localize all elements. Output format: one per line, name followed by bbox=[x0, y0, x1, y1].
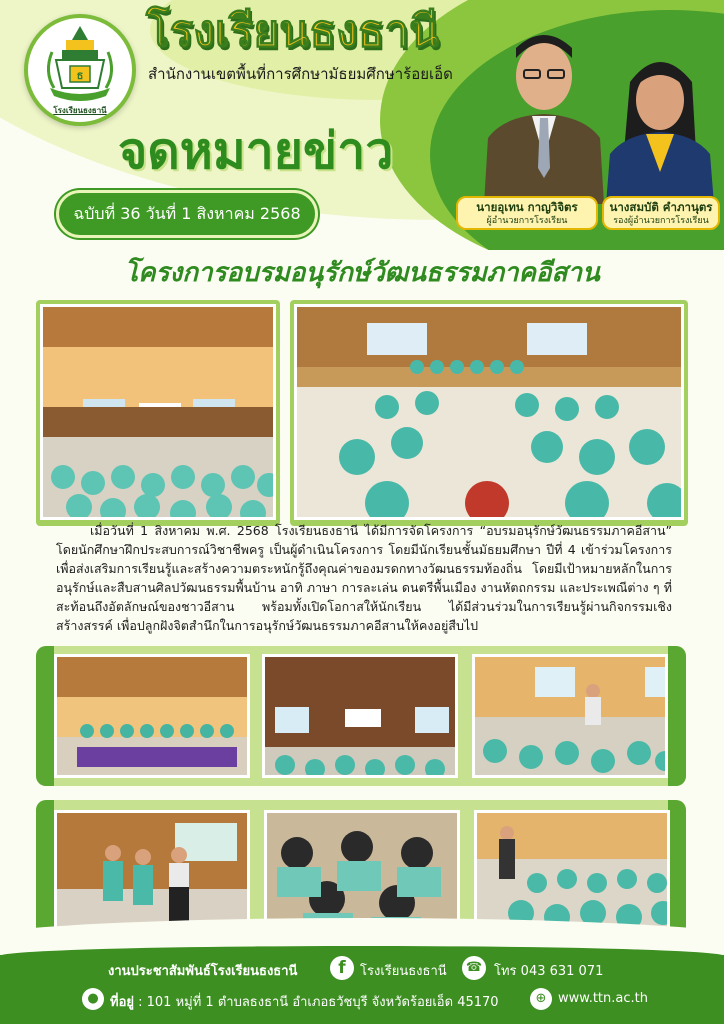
facebook-icon[interactable]: f bbox=[330, 956, 354, 980]
footer-facebook[interactable]: โรงเรียนธงธานี bbox=[360, 964, 447, 979]
headline: โครงการอบรมอนุรักษ์วัฒนธรรมภาคอีสาน bbox=[124, 258, 600, 288]
article-body: เมื่อวันที่ 1 สิงหาคม พ.ศ. 2568 โรงเรียนธงธานี ได้มีการจัดโครงการ “อบรมอนุรักษ์วัฒนธรรมภาคอีสาน” โดยนักศึกษาฝึกประสบการณ์วิชาชีพครู เป็นผู้ดำเนินโครงการ โดยมีนักเรียนชั้นมัธยมศึกษา ปีที่ 4 เข้าร่วมโครงการ เพื่อส่งเสริมการเรียนรู้และสร้างความตระหนักรู้ถึงคุณค่าของมรดกทางวัฒนธรรมท้องถิ่น โดยมีเป้าหมายหลักในการอนุรักษ์และสืบสานศิลปวัฒนธรรมพื้นบ้าน อาทิ ภาษา การละเล่น ดนตรีพื้นเมือง งานหัตถกรรม และประเพณีต่าง ๆ ที่สะท้อนถึงอัตลักษณ์ของชาวอีสาน พร้อมทั้งเปิดโอกาสให้นักเรียน ได้มีส่วนร่วมในการเรียนรู้ผ่านกิจกรรมเชิงสร้างสรรค์ เพื่อปลูกฝังจิตสำนึกในการอนุรักษ์วัฒนธรรมภาคอีสานให้คงอยู่สืบไป bbox=[56, 523, 672, 633]
director-name: นายอุเทน กาญวิจิตร bbox=[476, 200, 578, 214]
footer-pr-unit: งานประชาสัมพันธ์โรงเรียนธงธานี bbox=[108, 964, 298, 979]
address-text: : 101 หมู่ที่ 1 ตำบลธงธานี อำเภอธวัชบุรี จังหวัดร้อยเอ็ด 45170 bbox=[134, 995, 499, 1010]
school-name: โรงเรียนธงธานี bbox=[146, 6, 440, 57]
logo-caption: โรงเรียนธงธานี bbox=[53, 106, 107, 115]
photo-group-standing bbox=[54, 654, 250, 778]
footer-address bbox=[110, 991, 499, 1012]
globe-icon: ⊕ bbox=[530, 988, 552, 1010]
deputy-role: รองผู้อำนวยการโรงเรียน bbox=[613, 216, 709, 226]
photo-speaker bbox=[472, 654, 668, 778]
newsletter-title: จดหมายข่าว bbox=[118, 122, 394, 180]
photo-activity-floor bbox=[474, 810, 670, 934]
deputy-name: นางสมบัติ คำภานุตร bbox=[609, 200, 713, 214]
footer-phone: โทร 043 631 071 bbox=[494, 964, 604, 979]
deputy-nameplate bbox=[602, 196, 720, 230]
photo-students-seated bbox=[294, 304, 684, 520]
education-office: สำนักงานเขตพื้นที่การศึกษามัธยมศึกษาร้อยเอ็ด bbox=[148, 65, 453, 83]
phone-icon: ☎ bbox=[462, 956, 486, 980]
director-photo bbox=[474, 18, 614, 204]
photo-hall-wide bbox=[40, 304, 276, 520]
address-label: ที่อยู่ bbox=[110, 995, 134, 1010]
photo-students-closeup bbox=[264, 810, 460, 934]
svg-text:ธ: ธ bbox=[76, 69, 84, 82]
director-nameplate bbox=[456, 196, 598, 230]
issue-badge: ฉบับที่ 36 วันที่ 1 สิงหาคม 2568 bbox=[56, 190, 318, 238]
photo-hall-stage bbox=[262, 654, 458, 778]
photo-award-presentation bbox=[54, 810, 250, 934]
deputy-director-photo bbox=[600, 42, 720, 204]
footer-website[interactable]: www.ttn.ac.th bbox=[558, 991, 648, 1006]
location-pin-icon: ● bbox=[82, 988, 104, 1010]
director-role: ผู้อำนวยการโรงเรียน bbox=[486, 216, 568, 226]
